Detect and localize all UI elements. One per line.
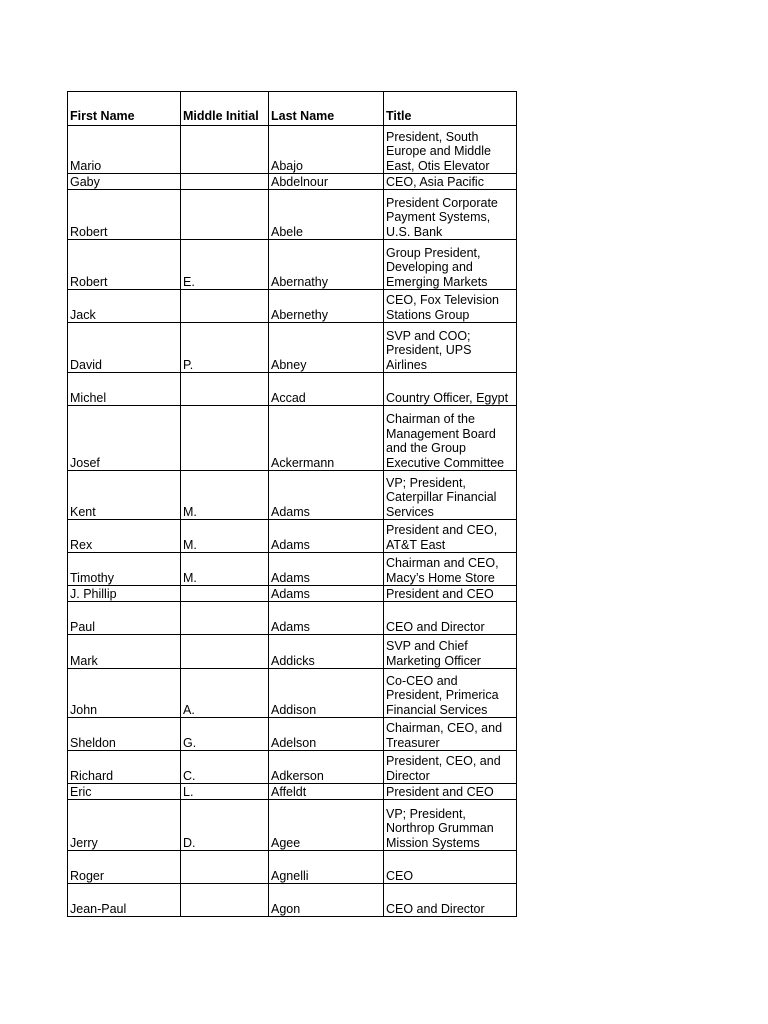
cell-title: President, CEO, and Director (384, 751, 517, 784)
cell-title: Co-CEO and President, Primerica Financial Services (384, 669, 517, 718)
cell-last-name: Adams (269, 553, 384, 586)
header-title: Title (384, 92, 517, 126)
cell-title: CEO (384, 851, 517, 884)
cell-middle-initial (181, 851, 269, 884)
cell-first-name: Roger (68, 851, 181, 884)
cell-last-name: Abajo (269, 126, 384, 174)
cell-title: CEO, Asia Pacific (384, 174, 517, 190)
cell-last-name: Abele (269, 190, 384, 240)
cell-middle-initial: P. (181, 323, 269, 373)
cell-first-name: Jerry (68, 800, 181, 851)
cell-middle-initial: A. (181, 669, 269, 718)
cell-first-name: Mario (68, 126, 181, 174)
cell-last-name: Agnelli (269, 851, 384, 884)
cell-title: SVP and COO; President, UPS Airlines (384, 323, 517, 373)
header-last-name: Last Name (269, 92, 384, 126)
cell-last-name: Abney (269, 323, 384, 373)
cell-middle-initial (181, 290, 269, 323)
cell-first-name: Jack (68, 290, 181, 323)
cell-title: President and CEO (384, 586, 517, 602)
cell-middle-initial (181, 586, 269, 602)
cell-middle-initial: L. (181, 784, 269, 800)
cell-first-name: Rex (68, 520, 181, 553)
cell-last-name: Affeldt (269, 784, 384, 800)
cell-middle-initial (181, 406, 269, 471)
cell-title: Country Officer, Egypt (384, 373, 517, 406)
executives-table (67, 91, 517, 917)
cell-first-name: Richard (68, 751, 181, 784)
cell-first-name: Kent (68, 471, 181, 520)
cell-first-name: Jean-Paul (68, 884, 181, 917)
cell-middle-initial: G. (181, 718, 269, 751)
cell-first-name: Josef (68, 406, 181, 471)
cell-title: CEO, Fox Television Stations Group (384, 290, 517, 323)
cell-last-name: Addicks (269, 635, 384, 669)
cell-first-name: Paul (68, 602, 181, 635)
cell-last-name: Agon (269, 884, 384, 917)
cell-first-name: John (68, 669, 181, 718)
cell-last-name: Agee (269, 800, 384, 851)
cell-first-name: Robert (68, 190, 181, 240)
cell-title: President, South Europe and Middle East, Otis Elevator (384, 126, 517, 174)
cell-middle-initial: M. (181, 553, 269, 586)
cell-first-name: J. Phillip (68, 586, 181, 602)
cell-first-name: Robert (68, 240, 181, 290)
cell-middle-initial (181, 602, 269, 635)
cell-last-name: Adams (269, 586, 384, 602)
cell-title: President and CEO, AT&T East (384, 520, 517, 553)
cell-last-name: Accad (269, 373, 384, 406)
cell-last-name: Adkerson (269, 751, 384, 784)
cell-middle-initial (181, 373, 269, 406)
cell-title: President and CEO (384, 784, 517, 800)
cell-title: Chairman, CEO, and Treasurer (384, 718, 517, 751)
cell-title: SVP and Chief Marketing Officer (384, 635, 517, 669)
cell-middle-initial: M. (181, 471, 269, 520)
cell-first-name: David (68, 323, 181, 373)
cell-middle-initial (181, 126, 269, 174)
cell-middle-initial (181, 174, 269, 190)
cell-last-name: Adelson (269, 718, 384, 751)
cell-title: CEO and Director (384, 602, 517, 635)
cell-first-name: Sheldon (68, 718, 181, 751)
cell-first-name: Eric (68, 784, 181, 800)
cell-middle-initial (181, 635, 269, 669)
cell-middle-initial: D. (181, 800, 269, 851)
cell-middle-initial: E. (181, 240, 269, 290)
cell-last-name: Abernethy (269, 290, 384, 323)
cell-last-name: Ackermann (269, 406, 384, 471)
cell-first-name: Timothy (68, 553, 181, 586)
cell-middle-initial: M. (181, 520, 269, 553)
cell-last-name: Adams (269, 471, 384, 520)
cell-middle-initial (181, 884, 269, 917)
cell-title: Group President, Developing and Emerging Markets (384, 240, 517, 290)
cell-last-name: Addison (269, 669, 384, 718)
cell-title: VP; President, Northrop Grumman Mission Systems (384, 800, 517, 851)
header-first-name: First Name (68, 92, 181, 126)
cell-title: Chairman of the Management Board and the Group Executive Committee (384, 406, 517, 471)
cell-middle-initial: C. (181, 751, 269, 784)
cell-title: VP; President, Caterpillar Financial Services (384, 471, 517, 520)
cell-title: Chairman and CEO, Macy’s Home Store (384, 553, 517, 586)
cell-last-name: Adams (269, 520, 384, 553)
cell-first-name: Mark (68, 635, 181, 669)
cell-title: CEO and Director (384, 884, 517, 917)
cell-middle-initial (181, 190, 269, 240)
cell-last-name: Adams (269, 602, 384, 635)
cell-first-name: Michel (68, 373, 181, 406)
cell-last-name: Abdelnour (269, 174, 384, 190)
header-middle-initial: Middle Initial (181, 92, 269, 126)
cell-last-name: Abernathy (269, 240, 384, 290)
cell-first-name: Gaby (68, 174, 181, 190)
cell-title: President Corporate Payment Systems, U.S. Bank (384, 190, 517, 240)
